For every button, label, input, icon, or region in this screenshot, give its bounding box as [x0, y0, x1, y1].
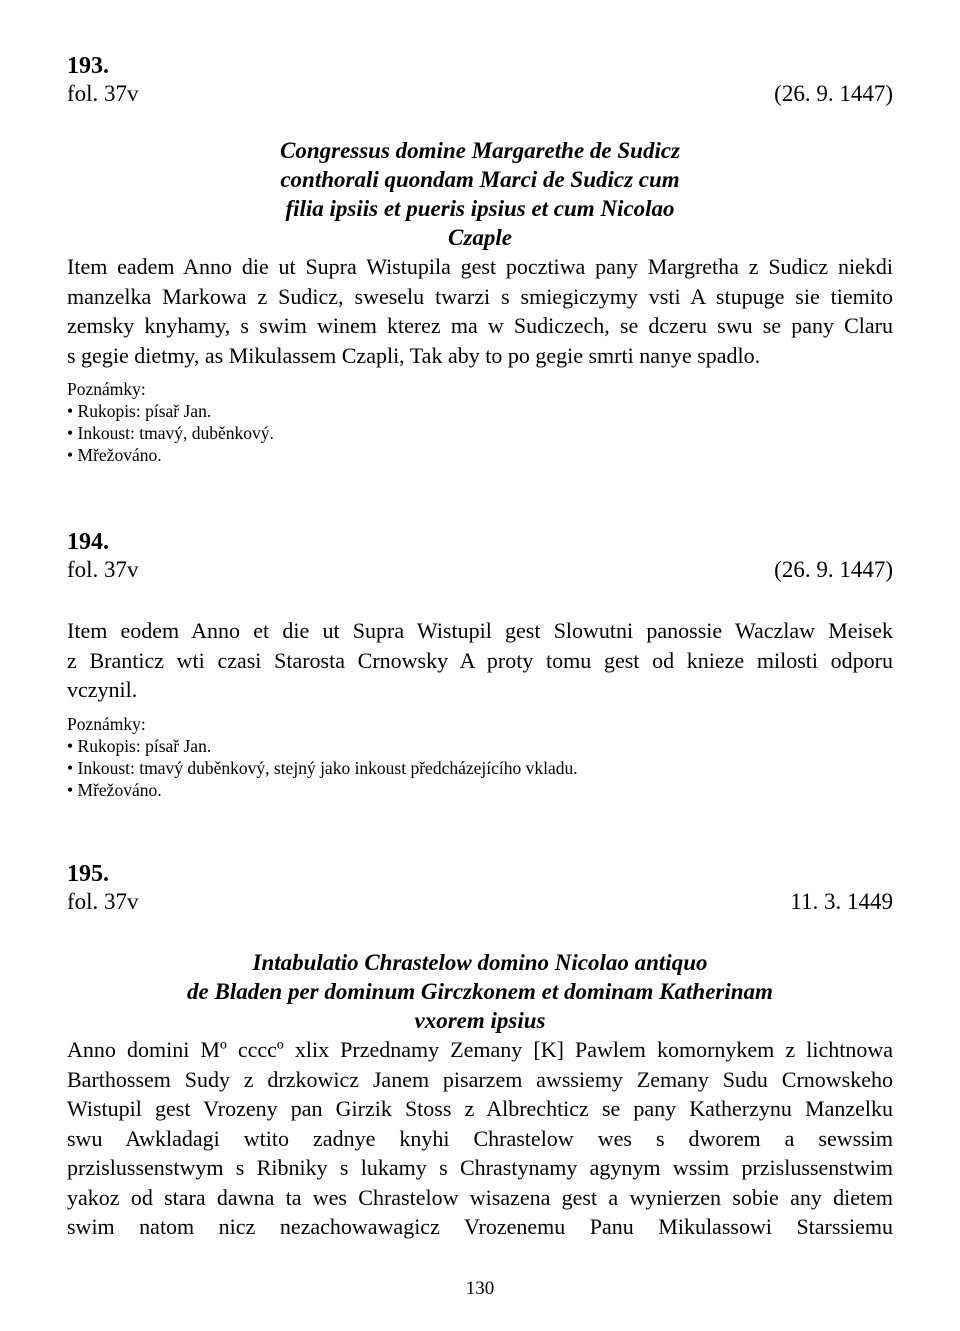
note-item: • Mřežováno.	[67, 779, 893, 801]
title-line: Intabulatio Chrastelow domino Nicolao antiquo	[252, 950, 708, 975]
text-line: swu Awkladagi wtito zadnye knyhi Chrastelow wes s dworem a sewssim	[67, 1125, 893, 1151]
folio-row	[67, 556, 893, 584]
text-line: Barthossem Sudy z drzkowicz Janem pisarzem awssiemy Zemany Sudu Crnowskeho	[67, 1066, 893, 1092]
text-line: Anno domini Mº ccccº xlix Przednamy Zemany [K] Pawlem komornykem z lichtnowa	[67, 1037, 893, 1062]
entry-title	[67, 136, 893, 252]
text-line: vczynil.	[67, 677, 138, 702]
folio-row	[67, 888, 893, 916]
entry-title	[67, 948, 893, 1035]
entry-date: (26. 9. 1447)	[774, 557, 893, 582]
notes-heading: Poznámky:	[67, 379, 146, 399]
text-line: z Branticz wti czasi Starosta Crnowsky A proty tomu gest od knieze milosti odporu	[67, 647, 893, 673]
entry-195	[67, 860, 893, 1242]
text-line: przislussenstwym s Ribniky s lukamy s Chrastynamy agynym wssim przislussenstwim	[67, 1155, 893, 1180]
entry-number: 195.	[67, 861, 109, 887]
notes	[67, 378, 893, 466]
folio-row	[67, 80, 893, 108]
entry-number: 194.	[67, 529, 109, 555]
entry-number: 193.	[67, 53, 109, 79]
title-line: vxorem ipsius	[414, 1008, 546, 1033]
title-line: conthorali quondam Marci de Sudicz cum	[280, 167, 680, 192]
text-line: manzelka Markowa z Sudicz, sweselu twarzi s smiegiczymy vsti A stupuge sie tiemito	[67, 283, 893, 309]
folio: fol. 37v	[67, 81, 139, 106]
note-item: • Mřežováno.	[67, 444, 893, 466]
entry-text	[67, 1035, 893, 1242]
text-line: yakoz od stara dawna ta wes Chrastelow wisazena gest a wynierzen sobie any dietem	[67, 1184, 893, 1210]
entry-date: (26. 9. 1447)	[774, 81, 893, 106]
folio: fol. 37v	[67, 889, 139, 914]
note-item: • Rukopis: písař Jan.	[67, 400, 893, 422]
entry-date: 11. 3. 1449	[790, 889, 893, 914]
title-line: de Bladen per dominum Girczkonem et dominam Katherinam	[187, 979, 773, 1004]
entry-text	[67, 252, 893, 370]
entry-193	[67, 52, 893, 466]
text-line: swim natom nicz nezachowawagicz Vrozenemu Panu Mikulassowi Starssiemu	[67, 1214, 893, 1239]
text-line: s gegie dietmy, as Mikulassem Czapli, Tak aby to po gegie smrti nanye spadlo.	[67, 342, 761, 368]
note-item: • Inkoust: tmavý duběnkový, stejný jako inkoust předcházejícího vkladu.	[67, 757, 893, 779]
title-line: Czaple	[448, 225, 512, 250]
text-line: Item eodem Anno et die ut Supra Wistupil gest Slowutni panossie Waczlaw Meisek	[67, 618, 893, 643]
entry-194	[67, 528, 893, 801]
folio: fol. 37v	[67, 557, 139, 582]
page-number: 130	[465, 1278, 495, 1299]
note-item: • Inkoust: tmavý, duběnkový.	[67, 422, 893, 444]
text-line: zemsky knyhamy, s swim winem kterez ma w Sudiczech, se dczeru swu se pany Claru	[67, 313, 893, 338]
entry-text	[67, 616, 893, 705]
notes	[67, 713, 893, 801]
title-line: Congressus domine Margarethe de Sudicz	[279, 138, 680, 163]
text-line: Item eadem Anno die ut Supra Wistupila gest pocztiwa pany Margretha z Sudicz niekdi	[67, 254, 893, 279]
note-item: • Rukopis: písař Jan.	[67, 735, 893, 757]
notes-heading: Poznámky:	[67, 713, 146, 734]
title-line: filia ipsiis et pueris ipsius et cum Nicolao	[285, 196, 675, 221]
text-line: Wistupil gest Vrozeny pan Girzik Stoss z Albrechticz se pany Katherzynu Manzelku	[67, 1096, 893, 1121]
